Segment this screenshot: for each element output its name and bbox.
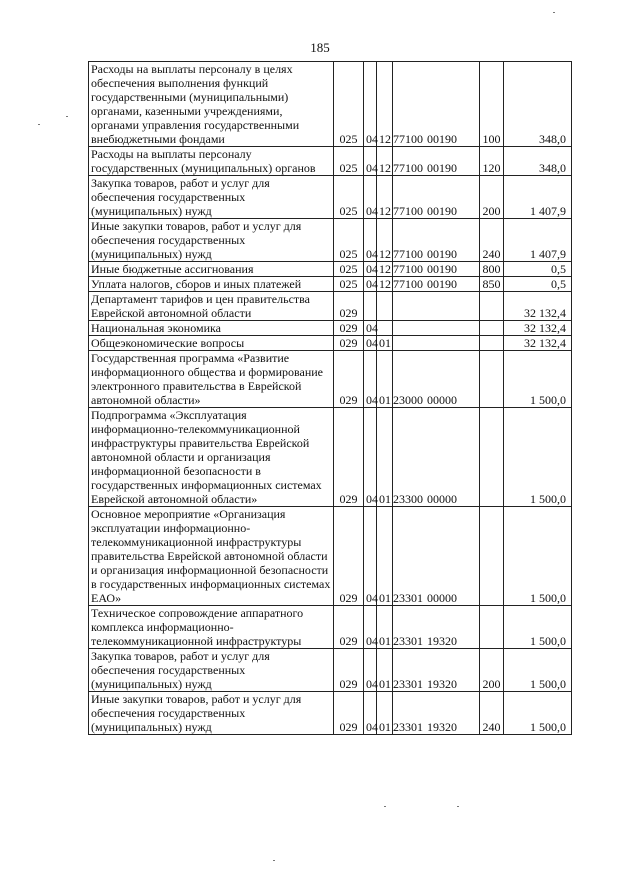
target-article-cell — [393, 219, 480, 262]
scan-speck — [457, 806, 459, 807]
target-article-part: 00190 — [427, 204, 457, 218]
target-article-cell — [393, 321, 480, 336]
table-row — [89, 336, 572, 351]
target-article-part: 00190 — [427, 247, 457, 261]
ministry-code-cell: 029 — [334, 606, 364, 649]
ministry-code-cell: 025 — [334, 277, 364, 292]
target-article-part: 77 — [393, 132, 405, 146]
target-article-part: 23 — [393, 634, 405, 648]
target-article-part: 77 — [393, 204, 405, 218]
table-row — [89, 262, 572, 277]
target-article-cell — [393, 277, 480, 292]
amount-cell: 32 132,4 — [504, 292, 572, 321]
ministry-code-cell: 025 — [334, 62, 364, 147]
table-row — [89, 507, 572, 606]
target-article-part: 1 — [405, 277, 411, 291]
expense-type-code-cell — [480, 507, 504, 606]
target-article-part: 00 — [411, 132, 423, 146]
amount-cell: 0,5 — [504, 277, 572, 292]
section-code-cell: 04 — [364, 507, 377, 606]
expense-name-cell: Расходы на выплаты персоналу в целях обеспечения выполнения функций государственными (муниципальными) органами, казенными учреждениями, органами управления государственными внебюджетными фондами — [89, 62, 334, 147]
expense-name-cell: Уплата налогов, сборов и иных платежей — [89, 277, 334, 292]
target-article-part: 19320 — [427, 720, 457, 734]
table-row — [89, 606, 572, 649]
table-row — [89, 408, 572, 507]
amount-cell: 1 407,9 — [504, 219, 572, 262]
target-article-part: 00000 — [427, 591, 457, 605]
expense-type-code-cell: 240 — [480, 692, 504, 735]
subsection-code-cell: 01 — [377, 606, 393, 649]
target-article-part: 1 — [405, 132, 411, 146]
target-article-cell — [393, 147, 480, 176]
scan-speck — [66, 116, 68, 117]
ministry-code-cell: 029 — [334, 292, 364, 321]
amount-cell: 0,5 — [504, 262, 572, 277]
ministry-code-cell: 029 — [334, 336, 364, 351]
target-article-part: 19320 — [427, 677, 457, 691]
target-article-part: 00190 — [427, 161, 457, 175]
scan-speck — [553, 12, 555, 13]
table-row — [89, 147, 572, 176]
target-article-cell — [393, 336, 480, 351]
expense-type-code-cell: 240 — [480, 219, 504, 262]
target-article-cell — [393, 408, 480, 507]
amount-cell: 348,0 — [504, 147, 572, 176]
subsection-code-cell: 01 — [377, 649, 393, 692]
amount-cell: 1 500,0 — [504, 507, 572, 606]
amount-cell: 1 500,0 — [504, 606, 572, 649]
target-article-cell — [393, 606, 480, 649]
expense-name-cell: Департамент тарифов и цен правительства Еврейской автономной области — [89, 292, 334, 321]
amount-cell: 348,0 — [504, 62, 572, 147]
target-article-cell — [393, 649, 480, 692]
ministry-code-cell: 025 — [334, 147, 364, 176]
amount-cell: 1 500,0 — [504, 408, 572, 507]
target-article-cell — [393, 351, 480, 408]
section-code-cell: 04 — [364, 321, 377, 336]
target-article-part: 00 — [411, 393, 423, 407]
expense-name-cell: Подпрограмма «Эксплуатация информационно-телекоммуникационной инфраструктуры правительства Еврейской автономной области и организация информационной безопасности в государственных информационных системах Еврейской автономной области» — [89, 408, 334, 507]
table-row — [89, 692, 572, 735]
expense-name-cell: Иные бюджетные ассигнования — [89, 262, 334, 277]
subsection-code-cell: 12 — [377, 219, 393, 262]
target-article-part: 77 — [393, 161, 405, 175]
amount-cell: 1 500,0 — [504, 351, 572, 408]
target-article-cell — [393, 176, 480, 219]
amount-cell: 32 132,4 — [504, 336, 572, 351]
expense-type-code-cell: 120 — [480, 147, 504, 176]
scan-speck — [384, 806, 386, 807]
section-code-cell: 04 — [364, 649, 377, 692]
target-article-part: 01 — [411, 591, 423, 605]
ministry-code-cell: 029 — [334, 408, 364, 507]
target-article-part: 1 — [405, 161, 411, 175]
target-article-part: 23 — [393, 393, 405, 407]
subsection-code-cell: 01 — [377, 408, 393, 507]
target-article-part: 00190 — [427, 277, 457, 291]
target-article-part: 23 — [393, 591, 405, 605]
scan-speck — [38, 124, 40, 125]
section-code-cell: 04 — [364, 351, 377, 408]
subsection-code-cell: 12 — [377, 262, 393, 277]
target-article-cell — [393, 62, 480, 147]
table-row — [89, 219, 572, 262]
ministry-code-cell: 029 — [334, 649, 364, 692]
expense-name-cell: Иные закупки товаров, работ и услуг для обеспечения государственных (муниципальных) нужд — [89, 692, 334, 735]
ministry-code-cell: 029 — [334, 351, 364, 408]
expense-type-code-cell — [480, 606, 504, 649]
target-article-part: 1 — [405, 247, 411, 261]
target-article-cell — [393, 292, 480, 321]
section-code-cell: 04 — [364, 606, 377, 649]
expense-name-cell: Государственная программа «Развитие информационного общества и формирование электронного правительства в Еврейской автономной области» — [89, 351, 334, 408]
table-row — [89, 176, 572, 219]
section-code-cell: 04 — [364, 277, 377, 292]
target-article-part: 1 — [405, 204, 411, 218]
ministry-code-cell: 029 — [334, 321, 364, 336]
target-article-part: 00 — [411, 247, 423, 261]
target-article-part: 00000 — [427, 393, 457, 407]
target-article-part: 23 — [393, 677, 405, 691]
subsection-code-cell: 01 — [377, 692, 393, 735]
expense-name-cell: Закупка товаров, работ и услуг для обеспечения государственных (муниципальных) нужд — [89, 649, 334, 692]
table-row — [89, 321, 572, 336]
target-article-part: 3 — [405, 720, 411, 734]
expense-name-cell: Иные закупки товаров, работ и услуг для обеспечения государственных (муниципальных) нужд — [89, 219, 334, 262]
expense-type-code-cell: 850 — [480, 277, 504, 292]
target-article-part: 3 — [405, 634, 411, 648]
ministry-code-cell: 025 — [334, 176, 364, 219]
expense-name-cell: Национальная экономика — [89, 321, 334, 336]
target-article-cell — [393, 507, 480, 606]
subsection-code-cell: 12 — [377, 277, 393, 292]
table-row — [89, 277, 572, 292]
section-code-cell — [364, 292, 377, 321]
subsection-code-cell: 01 — [377, 336, 393, 351]
expense-type-code-cell — [480, 351, 504, 408]
section-code-cell: 04 — [364, 219, 377, 262]
target-article-part: 00190 — [427, 262, 457, 276]
target-article-part: 3 — [405, 677, 411, 691]
target-article-part: 00190 — [427, 132, 457, 146]
expense-type-code-cell — [480, 321, 504, 336]
scan-speck — [273, 860, 275, 861]
expense-type-code-cell — [480, 408, 504, 507]
section-code-cell: 04 — [364, 692, 377, 735]
expense-type-code-cell — [480, 292, 504, 321]
amount-cell: 32 132,4 — [504, 321, 572, 336]
subsection-code-cell — [377, 321, 393, 336]
target-article-part: 01 — [411, 634, 423, 648]
ministry-code-cell: 029 — [334, 507, 364, 606]
target-article-part: 77 — [393, 247, 405, 261]
table-row — [89, 62, 572, 147]
target-article-part: 3 — [405, 591, 411, 605]
ministry-code-cell: 029 — [334, 692, 364, 735]
table-row — [89, 351, 572, 408]
subsection-code-cell: 12 — [377, 62, 393, 147]
table-row — [89, 292, 572, 321]
section-code-cell: 04 — [364, 408, 377, 507]
target-article-part: 00 — [411, 161, 423, 175]
target-article-part: 00000 — [427, 492, 457, 506]
section-code-cell: 04 — [364, 147, 377, 176]
amount-cell: 1 500,0 — [504, 649, 572, 692]
page-number: 185 — [310, 40, 330, 55]
section-code-cell: 04 — [364, 62, 377, 147]
expense-name-cell: Расходы на выплаты персоналу государственных (муниципальных) органов — [89, 147, 334, 176]
subsection-code-cell — [377, 292, 393, 321]
expense-type-code-cell: 100 — [480, 62, 504, 147]
amount-cell: 1 500,0 — [504, 692, 572, 735]
target-article-part: 77 — [393, 262, 405, 276]
expense-name-cell: Закупка товаров, работ и услуг для обеспечения государственных (муниципальных) нужд — [89, 176, 334, 219]
expense-name-cell: Техническое сопровождение аппаратного комплекса информационно-телекоммуникационной инфраструктуры — [89, 606, 334, 649]
amount-cell: 1 407,9 — [504, 176, 572, 219]
expense-type-code-cell: 200 — [480, 176, 504, 219]
section-code-cell: 04 — [364, 176, 377, 219]
target-article-part: 01 — [411, 677, 423, 691]
target-article-part: 23 — [393, 492, 405, 506]
subsection-code-cell: 01 — [377, 507, 393, 606]
target-article-part: 01 — [411, 720, 423, 734]
section-code-cell: 04 — [364, 262, 377, 277]
subsection-code-cell: 01 — [377, 351, 393, 408]
subsection-code-cell: 12 — [377, 176, 393, 219]
target-article-part: 3 — [405, 492, 411, 506]
target-article-cell — [393, 692, 480, 735]
subsection-code-cell: 12 — [377, 147, 393, 176]
target-article-part: 77 — [393, 277, 405, 291]
target-article-part: 00 — [411, 204, 423, 218]
target-article-part: 00 — [411, 277, 423, 291]
expense-type-code-cell — [480, 336, 504, 351]
target-article-part: 00 — [411, 262, 423, 276]
target-article-part: 19320 — [427, 634, 457, 648]
target-article-cell — [393, 262, 480, 277]
expense-type-code-cell: 800 — [480, 262, 504, 277]
expense-name-cell: Общеэкономические вопросы — [89, 336, 334, 351]
budget-table — [88, 61, 572, 735]
ministry-code-cell: 025 — [334, 262, 364, 277]
table-row — [89, 649, 572, 692]
expense-name-cell: Основное мероприятие «Организация эксплуатации информационно-телекоммуникационной инфраструктуры правительства Еврейской автономной области и организация информационной безопасности в государственных информационных системах ЕАО» — [89, 507, 334, 606]
target-article-part: 23 — [393, 720, 405, 734]
section-code-cell: 04 — [364, 336, 377, 351]
target-article-part: 00 — [411, 492, 423, 506]
expense-type-code-cell: 200 — [480, 649, 504, 692]
target-article-part: 1 — [405, 262, 411, 276]
ministry-code-cell: 025 — [334, 219, 364, 262]
target-article-part: 0 — [405, 393, 411, 407]
